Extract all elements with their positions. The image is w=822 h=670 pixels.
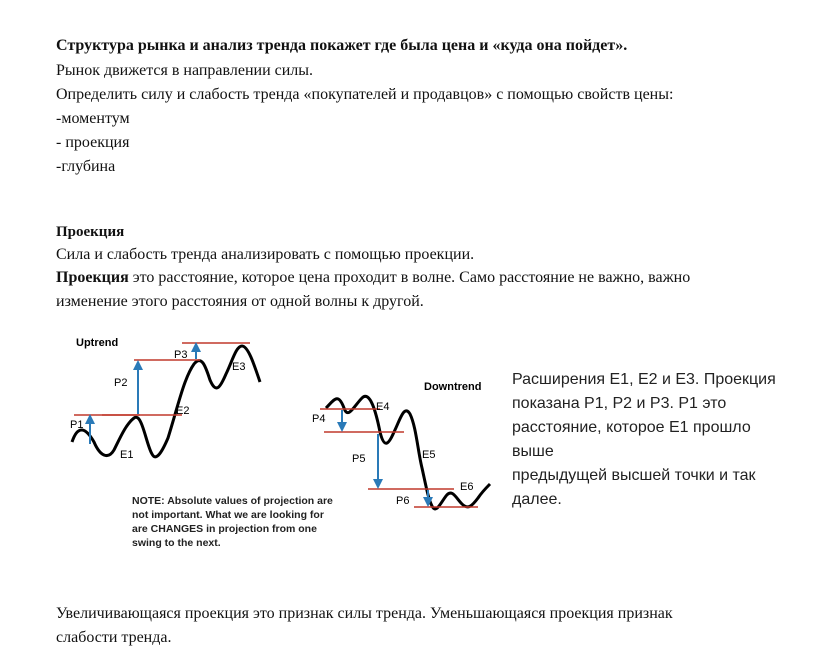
projection-diagram xyxy=(58,328,498,558)
note-line: NOTE: Absolute values of projection are xyxy=(132,495,333,507)
label-p5: P5 xyxy=(352,453,366,465)
label-e5: E5 xyxy=(422,449,436,461)
conclusion-line: слабости тренда. xyxy=(56,629,172,646)
label-p6: P6 xyxy=(396,495,410,507)
label-e4: E4 xyxy=(376,401,390,413)
definition-line xyxy=(56,268,690,288)
document-heading: Структура рынка и анализ тренда покажет где была цена и «куда она пойдет». xyxy=(56,37,628,54)
list-item-momentum: -моментум xyxy=(56,110,130,127)
caption-line: далее. xyxy=(512,491,562,508)
intro-line: Определить силу и слабость тренда «покупателей и продавцов» с помощью свойств цены: xyxy=(56,86,674,103)
label-p2: P2 xyxy=(114,377,128,389)
definition-line-2: изменение этого расстояния от одной волны к другой. xyxy=(56,293,424,310)
note-line: swing to the next. xyxy=(132,537,221,549)
caption-line: расстояние, которое E1 прошло xyxy=(512,419,751,436)
figure-caption xyxy=(512,368,802,512)
label-p3: P3 xyxy=(174,349,188,361)
label-p4: P4 xyxy=(312,413,326,425)
conclusion-line: Увеличивающаяся проекция это признак силы тренда. Уменьшающаяся проекция признак xyxy=(56,605,673,622)
note-line: are CHANGES in projection from one xyxy=(132,523,317,535)
caption-line: выше xyxy=(512,443,554,460)
caption-line: Расширения E1, E2 и E3. Проекция xyxy=(512,371,776,388)
label-p1: P1 xyxy=(70,419,84,431)
downtrend-title: Downtrend xyxy=(424,381,482,393)
section-title: Проекция xyxy=(56,224,125,240)
definition-term: Проекция xyxy=(56,269,129,286)
caption-line: показана P1, P2 и P3. P1 это xyxy=(512,395,727,412)
caption-line: предыдущей высшей точки и так xyxy=(512,467,756,484)
list-item-depth: -глубина xyxy=(56,158,116,175)
section-line: Сила и слабость тренда анализировать с помощью проекции. xyxy=(56,246,475,263)
label-e1: E1 xyxy=(120,449,134,461)
uptrend-title: Uptrend xyxy=(76,337,119,349)
definition-text: это расстояние, которое цена проходит в волне. Само расстояние не важно, важно xyxy=(128,269,691,286)
label-e2: E2 xyxy=(176,405,190,417)
label-e6: E6 xyxy=(460,481,474,493)
note-line: not important. What we are looking for xyxy=(132,509,324,521)
label-e3: E3 xyxy=(232,361,246,373)
intro-line: Рынок движется в направлении силы. xyxy=(56,62,314,79)
list-item-projection: - проекция xyxy=(56,134,130,151)
